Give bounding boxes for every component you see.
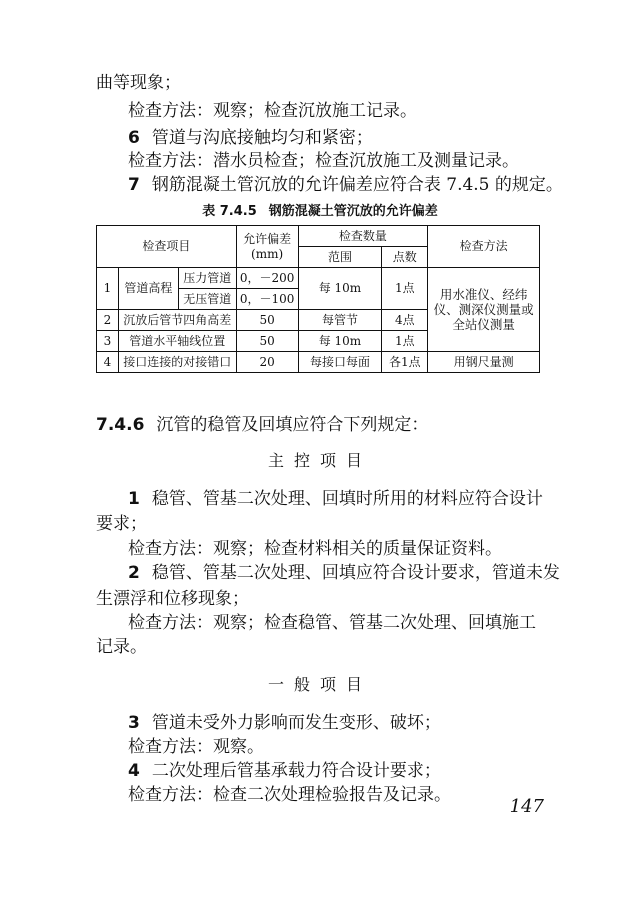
header-scope: 范围: [298, 247, 382, 268]
item-text: 二次处理后管基承载力符合设计要求；: [151, 761, 441, 781]
row-tolerance: 0，－200: [236, 268, 298, 289]
item-number: 4: [128, 761, 140, 781]
general-item-4: [128, 760, 441, 782]
row-subitem: 无压管道: [178, 289, 236, 310]
row-points: 4点: [382, 310, 428, 331]
clause-number: 6: [128, 128, 140, 148]
row-points: 各1点: [382, 352, 428, 373]
section-heading: [96, 414, 428, 436]
row-scope: 每 10m: [298, 268, 382, 310]
check-method-text: 检查方法：检查二次处理检验报告及记录。: [128, 785, 451, 805]
header-method: 检查方法: [428, 226, 540, 268]
row-item: 管道水平轴线位置: [118, 331, 236, 352]
section-title: 沉管的稳管及回填应符合下列规定：: [156, 415, 429, 435]
row-number: 2: [97, 310, 119, 331]
row-points: 1点: [382, 268, 428, 310]
item-text: 稳管、管基二次处理、回填应符合设计要求，管道未发: [151, 563, 560, 583]
clause-text: 管道与沟底接触均匀和紧密；: [151, 128, 373, 148]
item-number: 1: [128, 489, 140, 509]
tolerance-table: [96, 225, 540, 373]
row-scope: 每 10m: [298, 331, 382, 352]
row-number: 3: [97, 331, 119, 352]
row-tolerance: 0，－100: [236, 289, 298, 310]
paragraph-continuation: 曲等现象；: [96, 73, 181, 93]
item-number: 2: [128, 563, 140, 583]
check-method-text: 检查方法：观察。: [128, 737, 264, 757]
header-tolerance: [236, 226, 298, 268]
clause-number: 7: [128, 175, 140, 195]
row-method: 用水准仪、经纬仪、测深仪测量或全站仪测量: [428, 268, 540, 352]
table-number: 表 7.4.5: [202, 204, 257, 219]
table-title: 钢筋混凝土管沉放的允许偏差: [268, 204, 438, 219]
main-items-heading: 主控项目: [267, 451, 372, 470]
clause-7: [128, 174, 563, 196]
row-item: 管道高程: [118, 268, 178, 310]
table-caption: [0, 200, 640, 219]
row-item: 接口连接的对接错口: [118, 352, 236, 373]
main-item-2: [128, 562, 560, 584]
item-text: 稳管、管基二次处理、回填时所用的材料应符合设计: [151, 489, 543, 509]
check-method-text: 检查方法：观察；检查沉放施工记录。: [128, 101, 417, 121]
row-subitem: 压力管道: [178, 268, 236, 289]
row-tolerance: 50: [236, 310, 298, 331]
row-tolerance: 20: [236, 352, 298, 373]
header-tolerance-unit: (mm): [251, 246, 284, 261]
row-scope: 每管节: [298, 310, 382, 331]
row-tolerance: 50: [236, 331, 298, 352]
check-method-text: 检查方法：观察；检查稳管、管基二次处理、回填施工: [128, 613, 536, 633]
header-points: 点数: [382, 247, 428, 268]
row-scope: 每接口每面: [298, 352, 382, 373]
item-text-continuation: 要求；: [96, 514, 147, 534]
clause-text: 钢筋混凝土管沉放的允许偏差应符合表 7.4.5 的规定。: [151, 175, 563, 195]
row-number: 1: [97, 268, 119, 310]
general-item-3: [128, 712, 441, 734]
page-number: 147: [509, 796, 544, 817]
row-method: 用钢尺量测: [428, 352, 540, 373]
item-text: 管道未受外力影响而发生变形、破坏；: [151, 713, 441, 733]
row-points: 1点: [382, 331, 428, 352]
general-items-heading: 一般项目: [267, 675, 372, 694]
header-item: 检查项目: [97, 226, 237, 268]
item-number: 3: [128, 713, 140, 733]
table-row: [97, 268, 540, 289]
row-number: 4: [97, 352, 119, 373]
check-method-text: 检查方法：潜水员检查；检查沉放施工及测量记录。: [128, 151, 519, 171]
main-item-1: [128, 488, 543, 510]
row-item: 沉放后管节四角高差: [118, 310, 236, 331]
header-quantity: 检查数量: [298, 226, 428, 247]
check-method-continuation: 记录。: [96, 637, 147, 657]
clause-6: [128, 127, 373, 149]
table-row: [97, 352, 540, 373]
item-text-continuation: 生漂浮和位移现象；: [96, 589, 249, 609]
section-number: 7.4.6: [96, 415, 145, 435]
check-method-text: 检查方法：观察；检查材料相关的质量保证资料。: [128, 539, 502, 559]
header-tolerance-label: 允许偏差: [243, 231, 292, 246]
